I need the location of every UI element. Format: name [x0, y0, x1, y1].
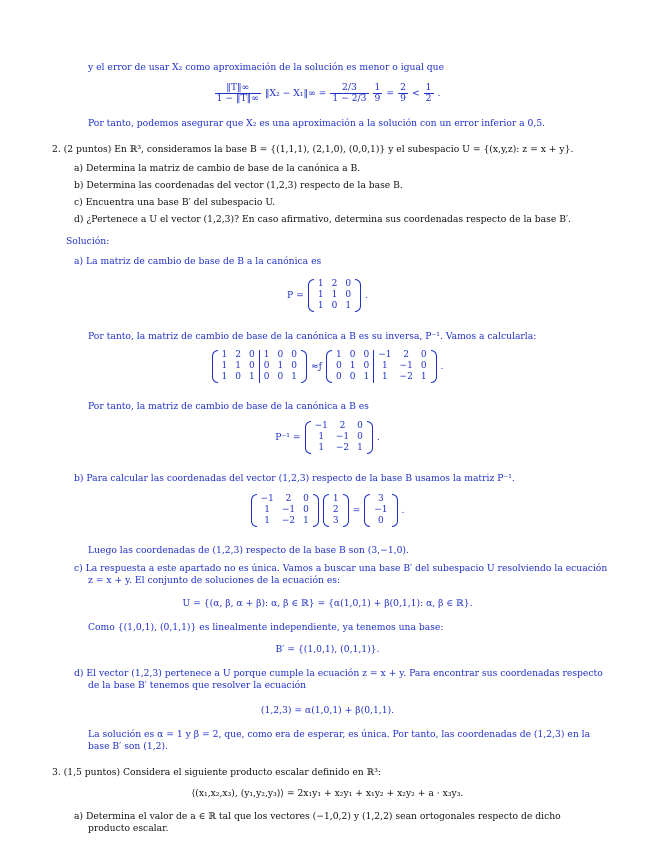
matrix-cell: 0: [259, 361, 273, 372]
matrix-cell: 1: [318, 443, 325, 453]
matrix-cell: 0: [259, 372, 273, 383]
augmented-matrix-equation: 1 2 0 1 0 0 1 1 0 0 1 0 1 0 1 0 0 1 ≈ƒ 1 0 0 −1 2 0 0 1 0 1 −1 0 0 0 1 1 −2 1 .: [0, 350, 655, 383]
matrix-cell: 1: [345, 301, 352, 311]
matrix-cell: 0: [349, 350, 356, 360]
matrix-cell: 1: [249, 372, 255, 382]
text-line: La solución es α = 1 y β = 2, que, como era de esperar, es única. Por tanto, las coordenadas de (1,2,3) en la: [88, 729, 591, 740]
matrix-cell: 1: [317, 279, 324, 289]
equation: B′ = {(1,0,1), (0,1,1)}.: [275, 644, 380, 655]
matrix-cell: 0: [345, 290, 352, 300]
matrix-cell: 1: [259, 350, 273, 361]
matrix-cell: 0: [291, 350, 297, 360]
text-line: Por tanto, la matriz de cambio de base de la canónica a B es: [88, 401, 369, 412]
matrix-cell: 0: [331, 301, 338, 311]
matrix-cell: 0: [345, 279, 352, 289]
solution-heading: Solución:: [66, 236, 110, 247]
matrix-cell: 2: [403, 350, 410, 360]
matrix-cell: −1: [260, 494, 274, 504]
matrix-cell: 1: [374, 372, 396, 383]
matrix-cell: 1: [291, 372, 297, 382]
matrix-cell: 1: [317, 290, 324, 300]
fraction: $\frac{2/3}{1 - 2/3}$: [332, 82, 367, 104]
text-line: base B′ son (1,2).: [88, 741, 168, 752]
matrix-P-equation: P = 1 2 0 1 1 0 1 0 1 .: [287, 279, 368, 311]
matrix-cell: 1: [317, 301, 324, 311]
fraction: $\frac{2}{9}$: [400, 82, 406, 104]
matrix-cell: 0: [249, 350, 255, 360]
matrix-P: [308, 279, 361, 312]
fraction: $\frac{1}{2}$: [425, 82, 432, 104]
matrix-cell: 2: [331, 279, 338, 289]
matrix-cell: 0: [235, 372, 241, 382]
matrix-cell: 1: [277, 361, 284, 371]
matrix-cell: −2: [335, 443, 350, 453]
text-line: Como {(1,0,1), (0,1,1)} es linealmente independiente, ya tenemos una base:: [88, 622, 444, 633]
question-item: producto escalar.: [88, 823, 169, 834]
matrix-cell: 1: [336, 350, 342, 360]
matrix-cell: 1: [349, 361, 356, 371]
matrix-cell: 1: [264, 505, 271, 515]
matrix-cell: 0: [349, 372, 356, 382]
matrix-cell: 3: [378, 494, 384, 504]
text-line: Por tanto, la matriz de cambio de base de la canónica a B es su inversa, P⁻¹. Vamos a calcularla:: [88, 331, 537, 342]
matrix-cell: −2: [399, 372, 413, 382]
vector-v: [323, 494, 349, 527]
matrix-cell: 0: [420, 350, 427, 360]
matrix-cell: 0: [277, 350, 284, 360]
matrix-cell: 2: [332, 505, 339, 515]
matrix-cell: 1: [318, 432, 325, 442]
text-line: de la base B′ tenemos que resolver la ecuación: [88, 680, 307, 691]
matrix-cell: 0: [249, 361, 255, 371]
matrix-cell: 0: [363, 350, 370, 360]
equation: (1,2,3) = α(1,0,1) + β(0,1,1).: [260, 705, 395, 716]
matrix-cell: 1: [357, 443, 363, 453]
matrix-cell: −1: [374, 505, 388, 515]
matrix-cell: 1: [420, 372, 427, 382]
augmented-matrix-right: [326, 350, 437, 383]
question-item: a) Determina el valor de a ∈ ℝ tal que los vectores (−1,0,2) y (1,2,2) sean ortogonales respecto de dicho: [74, 811, 561, 822]
matrix-cell: 0: [277, 372, 284, 382]
text-line: Por tanto, podemos asegurar que X₂ es una aproximación a la solución con un error inferior a 0,5.: [88, 118, 546, 129]
matrix-cell: −1: [281, 505, 296, 515]
matrix-Pinv-equation: P⁻¹ = −1 2 0 1 −1 0 1 −2 1 .: [275, 421, 380, 453]
question-item: b) Determina las coordenadas del vector (1,2,3) respecto de la base B.: [74, 180, 403, 191]
matrix-cell: 1: [264, 516, 271, 526]
matrix-Pinv: [251, 494, 319, 527]
matrix-cell: 2: [339, 421, 346, 431]
matrix-cell: 1: [235, 361, 241, 371]
matrix-cell: −1: [374, 350, 396, 361]
question-item: a) Determina la matriz de cambio de base de la canónica a B.: [74, 163, 361, 174]
matrix-cell: 0: [336, 372, 342, 382]
matrix-cell: 0: [336, 361, 342, 371]
matrix-cell: 0: [357, 432, 363, 442]
matrix-cell: −1: [335, 432, 350, 442]
matrix-cell: 2: [235, 350, 241, 360]
matrix-cell: 0: [291, 361, 297, 371]
matrix-cell: −1: [314, 421, 328, 431]
matrix-cell: 1: [221, 361, 228, 371]
fraction: $\frac{1}{9}$: [374, 82, 381, 104]
matrix-cell: 0: [303, 494, 309, 504]
text-line: Luego las coordenadas de (1,2,3) respecto de la base B son (3,−1,0).: [88, 545, 409, 556]
matrix-cell: 3: [332, 516, 339, 526]
text-line: c) La respuesta a este apartado no es única. Vamos a buscar una base B′ del subespacio U resolviendo la ecuación: [74, 563, 608, 574]
matrix-cell: 1: [332, 494, 339, 504]
vector-result: [364, 494, 397, 527]
matrix-cell: 0: [303, 505, 309, 515]
text-line: b) Para calcular las coordenadas del vector (1,2,3) respecto de la base B usamos la matriz P⁻¹.: [74, 473, 515, 484]
equation: U = {(α, β, α + β): α, β ∈ ℝ} = {α(1,0,1) + β(0,1,1): α, β ∈ ℝ}.: [182, 598, 473, 609]
equation: ⟨(x₁,x₂,x₃), (y₁,y₂,y₃)⟩ = 2x₁y₁ + x₂y₁ + x₁y₂ + x₂y₂ + a · x₃y₃.: [191, 788, 464, 799]
matrix-cell: 1: [374, 361, 396, 372]
question-3-statement: 3. (1,5 puntos) Considera el siguiente producto escalar definido en ℝ³:: [52, 767, 382, 778]
fraction: $\frac{‖T‖\infty}{1 - ‖T‖\infty}$: [216, 82, 259, 104]
question-item: c) Encuentra una base B′ del subespacio U.: [74, 197, 276, 208]
matrix-cell: 1: [363, 372, 370, 382]
augmented-matrix-left: [212, 350, 307, 383]
matrix-cell: 1: [221, 350, 228, 360]
question-item: d) ¿Pertenece a U el vector (1,2,3)? En caso afirmativo, determina sus coordenadas respecto de la base B′.: [74, 214, 571, 225]
text-line: a) La matriz de cambio de base de B a la canónica es: [74, 256, 322, 267]
text-line: y el error de usar X₂ como aproximación de la solución es menor o igual que: [88, 62, 445, 73]
matrix-cell: −1: [399, 361, 413, 371]
matrix-cell: 2: [285, 494, 292, 504]
matrix-cell: 0: [357, 421, 363, 431]
error-bound-equation: $\frac{‖T‖\infty}{1 - ‖T‖\infty}$ ‖X₂ − X₁‖∞ = $\frac{2/3}{1 - 2/3}$ $\frac{1}{9}$ = $\frac{2}{9}$ < $\frac{1}{2}$ .: [216, 82, 441, 104]
question-2-statement: 2. (2 puntos) En ℝ³, consideramos la base B = {(1,1,1), (2,1,0), (0,0,1)} y el subespacio U = {(x,y,z): z = x + y}.: [52, 144, 574, 155]
matrix-cell: 1: [303, 516, 309, 526]
matrix-cell: 0: [378, 516, 384, 526]
matrix-cell: 1: [331, 290, 338, 300]
matrix-cell: 0: [363, 361, 370, 371]
text-line: d) El vector (1,2,3) pertenece a U porque cumple la ecuación z = x + y. Para encontrar sus coordenadas respecto: [74, 668, 603, 679]
coordinates-product-equation: −1 2 0 1 −1 0 1 −2 1 1 2 3 = 3 −1 0 .: [0, 494, 655, 527]
matrix-cell: −2: [281, 516, 296, 526]
matrix-cell: 0: [420, 361, 427, 371]
matrix-Pinv: [305, 421, 373, 454]
matrix-cell: 1: [221, 372, 228, 382]
text-line: z = x + y. El conjunto de soluciones de la ecuación es:: [88, 575, 341, 586]
